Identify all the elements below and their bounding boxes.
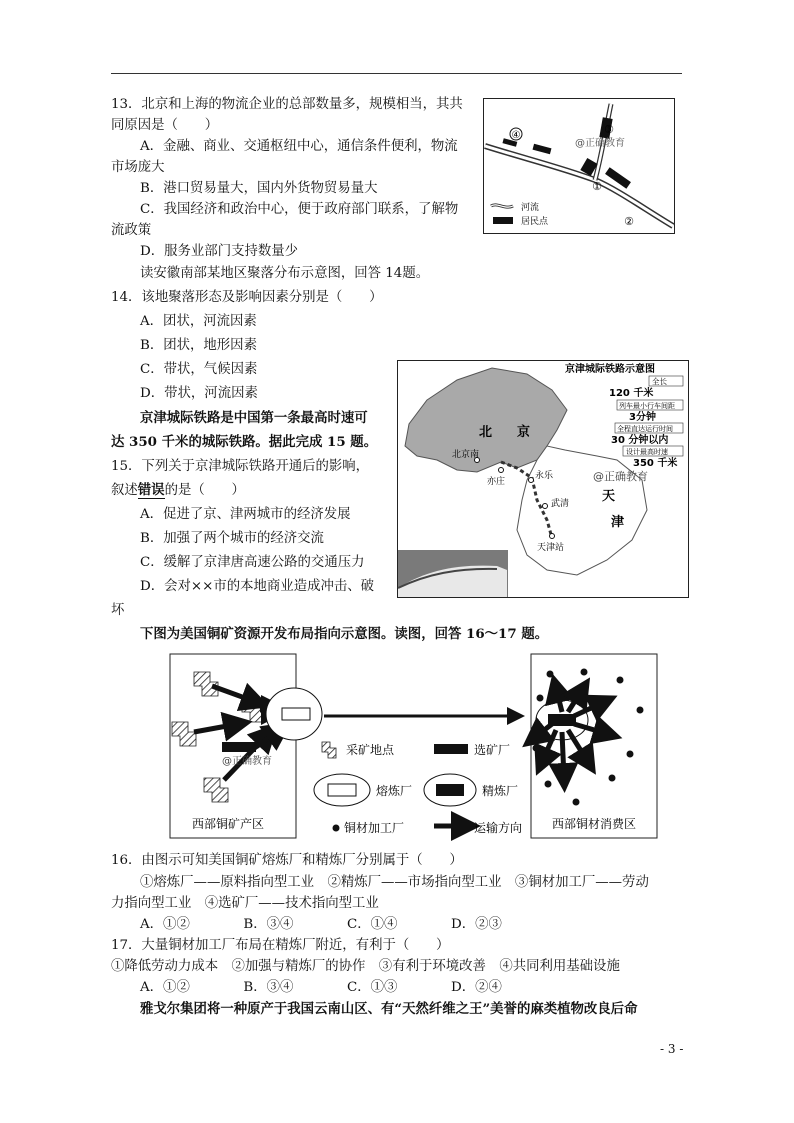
diagram-watermark: @正确教育 xyxy=(222,756,272,767)
station-wuqing: 武清 xyxy=(551,499,570,509)
q16-items-line2: 力指向型工业 ④选矿厂——技术指向型工业 xyxy=(111,896,379,911)
legend-concentrator-label: 选矿厂 xyxy=(474,743,511,757)
q13-stem-line2: 同原因是（ ） xyxy=(111,118,219,133)
q17-items: ①降低劳动力成本 ②加强与精炼厂的协作 ③有利于环境改善 ④共同利用基础设施 xyxy=(111,959,620,974)
q13-option-c-line1: C．我国经济和政治中心，便于政府部门联系，了解物 xyxy=(140,202,459,217)
q15-emphasis-wrong: 错误 xyxy=(137,482,165,498)
q14-intro: 读安徽南部某地区聚落分布示意图，回答 14题。 xyxy=(140,266,430,281)
q16-stem: 16．由图示可知美国铜矿熔炼厂和精炼厂分别属于（ ） xyxy=(111,853,463,868)
refinery-symbol xyxy=(548,714,576,726)
q15-option-a: A．促进了京、津两城市的经济发展 xyxy=(140,507,351,522)
right-area-label: 西部铜材消费区 xyxy=(551,817,637,831)
q17-stem: 17．大量铜材加工厂布局在精炼厂附近，有利于（ ） xyxy=(111,938,450,953)
q17-options: A．①② B．③④ C．①③ D．②④ xyxy=(140,980,502,995)
q13-option-d: D．服务业部门支持数量少 xyxy=(140,244,299,259)
train-photo xyxy=(398,550,508,597)
q14-option-c: C．带状，气候因素 xyxy=(140,362,258,377)
legend-settlement-label: 居民点 xyxy=(521,217,549,227)
legend-processing-label: 铜材加工厂 xyxy=(344,821,405,835)
label-beijing-1: 北 xyxy=(479,425,493,440)
q13-option-a-line2: 市场庞大 xyxy=(111,160,165,175)
q13-option-c-line2: 流政策 xyxy=(111,223,152,238)
legend-refinery-icon xyxy=(436,784,464,796)
info-speed-value: 350 千米 xyxy=(633,458,678,469)
map15-title: 京津城际铁路示意图 xyxy=(565,364,655,375)
smelter-symbol xyxy=(282,708,310,720)
legend-processing-icon xyxy=(333,825,340,832)
label-tianjin-1: 天 xyxy=(602,489,616,504)
page-number: - 3 - xyxy=(660,1042,684,1056)
q16-intro: 下图为美国铜矿资源开发布局指向示意图。读图，回答 16～17 题。 xyxy=(140,626,549,642)
q15-option-d-line1: D．会对××市的本地商业造成冲击、破 xyxy=(140,579,375,594)
label-beijing-2: 京 xyxy=(517,425,531,440)
station-tianjin: 天津站 xyxy=(537,543,565,553)
q16-options: A．①② B．③④ C．①④ D．②③ xyxy=(140,917,502,932)
legend-smelter-label: 熔炼厂 xyxy=(376,784,413,798)
map14-watermark: @正确教育 xyxy=(575,138,625,149)
q13-stem-line1: 13．北京和上海的物流企业的总部数量多，规模相当，其共 xyxy=(111,97,463,112)
legend-mine-label: 采矿地点 xyxy=(346,743,395,757)
q14-option-d: D．带状，河流因素 xyxy=(140,386,258,401)
legend-settlement-icon xyxy=(493,217,513,224)
info-length-value: 120 千米 xyxy=(609,388,654,399)
info-interval-value: 3分钟 xyxy=(629,412,656,423)
legend-smelter-icon xyxy=(328,784,356,796)
info-runtime-value: 30 分钟以内 xyxy=(611,435,669,446)
station-yizhuang: 亦庄 xyxy=(487,477,506,487)
info-length-label: 全长 xyxy=(652,377,667,386)
map-label-4: ④ xyxy=(511,130,521,141)
next-passage-line: 雅戈尔集团将一种原产于我国云南山区、有“天然纤维之王”美誉的麻类植物改良后命 xyxy=(140,1001,638,1017)
q14-stem: 14．该地聚落形态及影响因素分别是（ ） xyxy=(111,290,383,305)
legend-mine-icon xyxy=(322,742,336,758)
map-label-1: ① xyxy=(592,180,602,193)
q15-stem-line2: 叙述错误的是（ ） xyxy=(111,482,245,498)
legend-river-label: 河流 xyxy=(521,203,540,213)
map15-watermark: @正确教育 xyxy=(593,470,648,483)
map-label-2: ② xyxy=(624,215,634,228)
q14-option-a: A．团状，河流因素 xyxy=(140,314,257,329)
q15-option-c: C．缓解了京津唐高速公路的交通压力 xyxy=(140,555,365,570)
q15-intro-line2: 达 350 千米的城际铁路。据此完成 15 题。 xyxy=(111,434,378,450)
station-yongle: 永乐 xyxy=(535,471,554,481)
left-area-label: 西部铜矿产区 xyxy=(191,817,265,831)
header-rule xyxy=(111,73,682,74)
legend-transport-label: 运输方向 xyxy=(474,821,523,835)
copper-layout-diagram xyxy=(164,650,660,842)
info-interval-label: 列车最小行车间距 xyxy=(619,402,675,410)
q13-option-a-line1: A．金融、商业、交通枢纽中心，通信条件便利，物流 xyxy=(140,139,458,154)
q15-option-d-line2: 坏 xyxy=(111,603,125,618)
q15-stem-line1: 15．下列关于京津城际铁路开通后的影响， xyxy=(111,459,370,474)
info-speed-label: 设计最高时速 xyxy=(626,448,668,456)
legend-concentrator-icon xyxy=(434,744,468,754)
q16-items-line1: ①熔炼厂——原料指向型工业 ②精炼厂——市场指向型工业 ③铜材加工厂——劳动 xyxy=(140,875,649,890)
q15-option-b: B．加强了两个城市的经济交流 xyxy=(140,531,324,546)
map-label-3: ③ xyxy=(604,123,614,136)
q14-option-b: B．团状，地形因素 xyxy=(140,338,257,353)
settlement-map xyxy=(483,98,675,234)
jingjin-railway-map xyxy=(397,360,689,598)
q15-intro-line1: 京津城际铁路是中国第一条最高时速可 xyxy=(140,410,368,426)
info-runtime-label: 全程直达运行时间 xyxy=(617,425,673,433)
station-beijingnan: 北京南 xyxy=(452,450,480,460)
label-tianjin-2: 津 xyxy=(611,515,625,530)
legend-refinery-label: 精炼厂 xyxy=(482,784,519,798)
q13-option-b: B．港口贸易量大，国内外货物贸易量大 xyxy=(140,181,378,196)
